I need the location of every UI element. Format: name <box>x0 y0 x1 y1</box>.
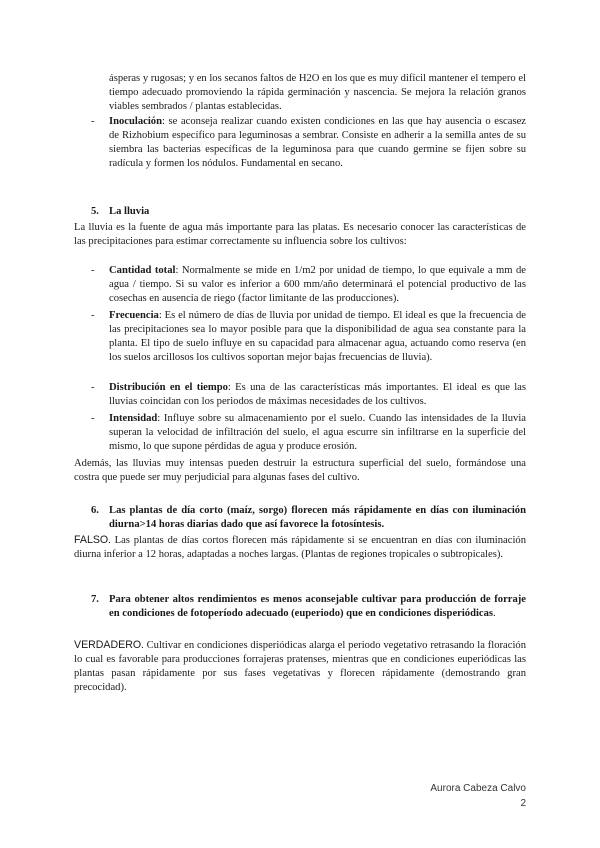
section7-title-block <box>109 593 526 621</box>
inoculacion-term: Inoculación <box>109 116 162 127</box>
bullet-dash: - <box>91 413 95 424</box>
bullet-dash: - <box>91 116 95 127</box>
item-term: Frecuencia <box>109 310 159 321</box>
item-distribucion <box>109 381 526 409</box>
item-text: : Normalmente se mide en 1/m2 por unidad de tiempo, lo que equivale a mm de agua / tiempo. Si su valor es inferior a 600 mm/año determinará el potencial productivo de las cosechas en ausencia de riego (factor limitante de las producciones). <box>109 265 526 304</box>
section7-title-end: . <box>493 608 496 619</box>
section7-number: 7. <box>91 594 99 605</box>
item-text: : Es el número de días de lluvia por unidad de tiempo. El ideal es que la frecuencia de las precipitaciones sea lo mayor posible para que la disponibilidad de agua sea constante para la planta. El tipo de suelo influye en su capacidad para almacenar agua, actuando como reserva (en los suelos arcillosos los cultivos soportan mejor bajas frecuencias de lluvia). <box>109 310 526 363</box>
section7-answer <box>74 638 526 695</box>
inoculacion-item <box>109 115 526 171</box>
item-text: : Influye sobre su almacenamiento por el suelo. Cuando las intensidades de la lluvia superan la velocidad de infiltración del suelo, el agua escurre sin infiltrarse en la superficie del mismo, lo que supone pérdidas de agua y produce erosión. <box>109 413 526 452</box>
footer-author: Aurora Cabeza Calvo <box>430 783 526 794</box>
inoculacion-text: : se aconseja realizar cuando existen condiciones en las que hay ausencia o escasez de Rizhobium específico para leguminosas a sembrar. Consiste en adherir a la semilla antes de su siembra las bacterias específicas de la leguminosa para que cuando germine se fijen sobre su radícula y formen los nódulos. Fundamental en secano. <box>109 116 526 169</box>
section5-number: 5. <box>91 206 99 217</box>
section7-answer-text: . Cultivar en condiciones disperiódicas alarga el periodo vegetativo retrasando la floración lo cual es favorable para producciones forrajeras pratenses, mientras que en condiciones euperiódicas las plantas pasan rápidamente por sus fases vegetativas y florecen rápidamente (demostrando gran precocidad). <box>74 640 526 693</box>
section7-title: Para obtener altos rendimientos es menos aconsejable cultivar para producción de forraje en condiciones de fotoperíodo adecuado (euperiodo) que en condiciones disperiódicas <box>109 594 526 619</box>
section6-answer-text: . Las plantas de días cortos florecen más rápidamente si se encuentran en días con iluminación diurna inferior a 12 horas, adaptadas a noches largas. (Plantas de regiones tropicales o subtropicales). <box>74 535 526 560</box>
item-cantidad-total <box>109 264 526 306</box>
section6-number: 6. <box>91 505 99 516</box>
item-intensidad <box>109 412 526 454</box>
continuation-paragraph: ásperas y rugosas; y en los secanos faltos de H2O en los que es muy difícil mantener el tempero el tiempo adecuado promoviendo la rápida germinación y nascencia. Se mejora la relación granos viables sembrados / plantas establecidas. <box>109 73 526 112</box>
bullet-dash: - <box>91 310 95 321</box>
section6-verdict: FALSO <box>74 534 109 546</box>
section5-closing: Además, las lluvias muy intensas pueden destruir la estructura superficial del suelo, formándose una costra que puede ser muy perjudicial para algunas fases del cultivo. <box>74 458 526 483</box>
section6-answer <box>74 533 526 562</box>
bullet-dash: - <box>91 382 95 393</box>
section6-title: Las plantas de día corto (maíz, sorgo) florecen más rápidamente en días con iluminación diurna>14 horas diarias dado que así favorece la fotosíntesis. <box>109 505 526 530</box>
section5-intro: La lluvia es la fuente de agua más importante para las platas. Es necesario conocer las características de las precipitaciones para estimar correctamente su influencia sobre los cultivos: <box>74 222 526 247</box>
item-term: Cantidad total <box>109 265 176 276</box>
section7-verdict: VERDADERO <box>74 639 142 651</box>
item-term: Distribución en el tiempo <box>109 382 228 393</box>
item-frecuencia <box>109 309 526 365</box>
item-text: : Es una de las características más importantes. El ideal es que las lluvias coincidan con los periodos de máximas necesidades de los cultivos. <box>109 382 526 407</box>
section5-title: La lluvia <box>109 206 150 217</box>
bullet-dash: - <box>91 265 95 276</box>
item-term: Intensidad <box>109 413 158 424</box>
footer-page-number: 2 <box>520 798 526 809</box>
